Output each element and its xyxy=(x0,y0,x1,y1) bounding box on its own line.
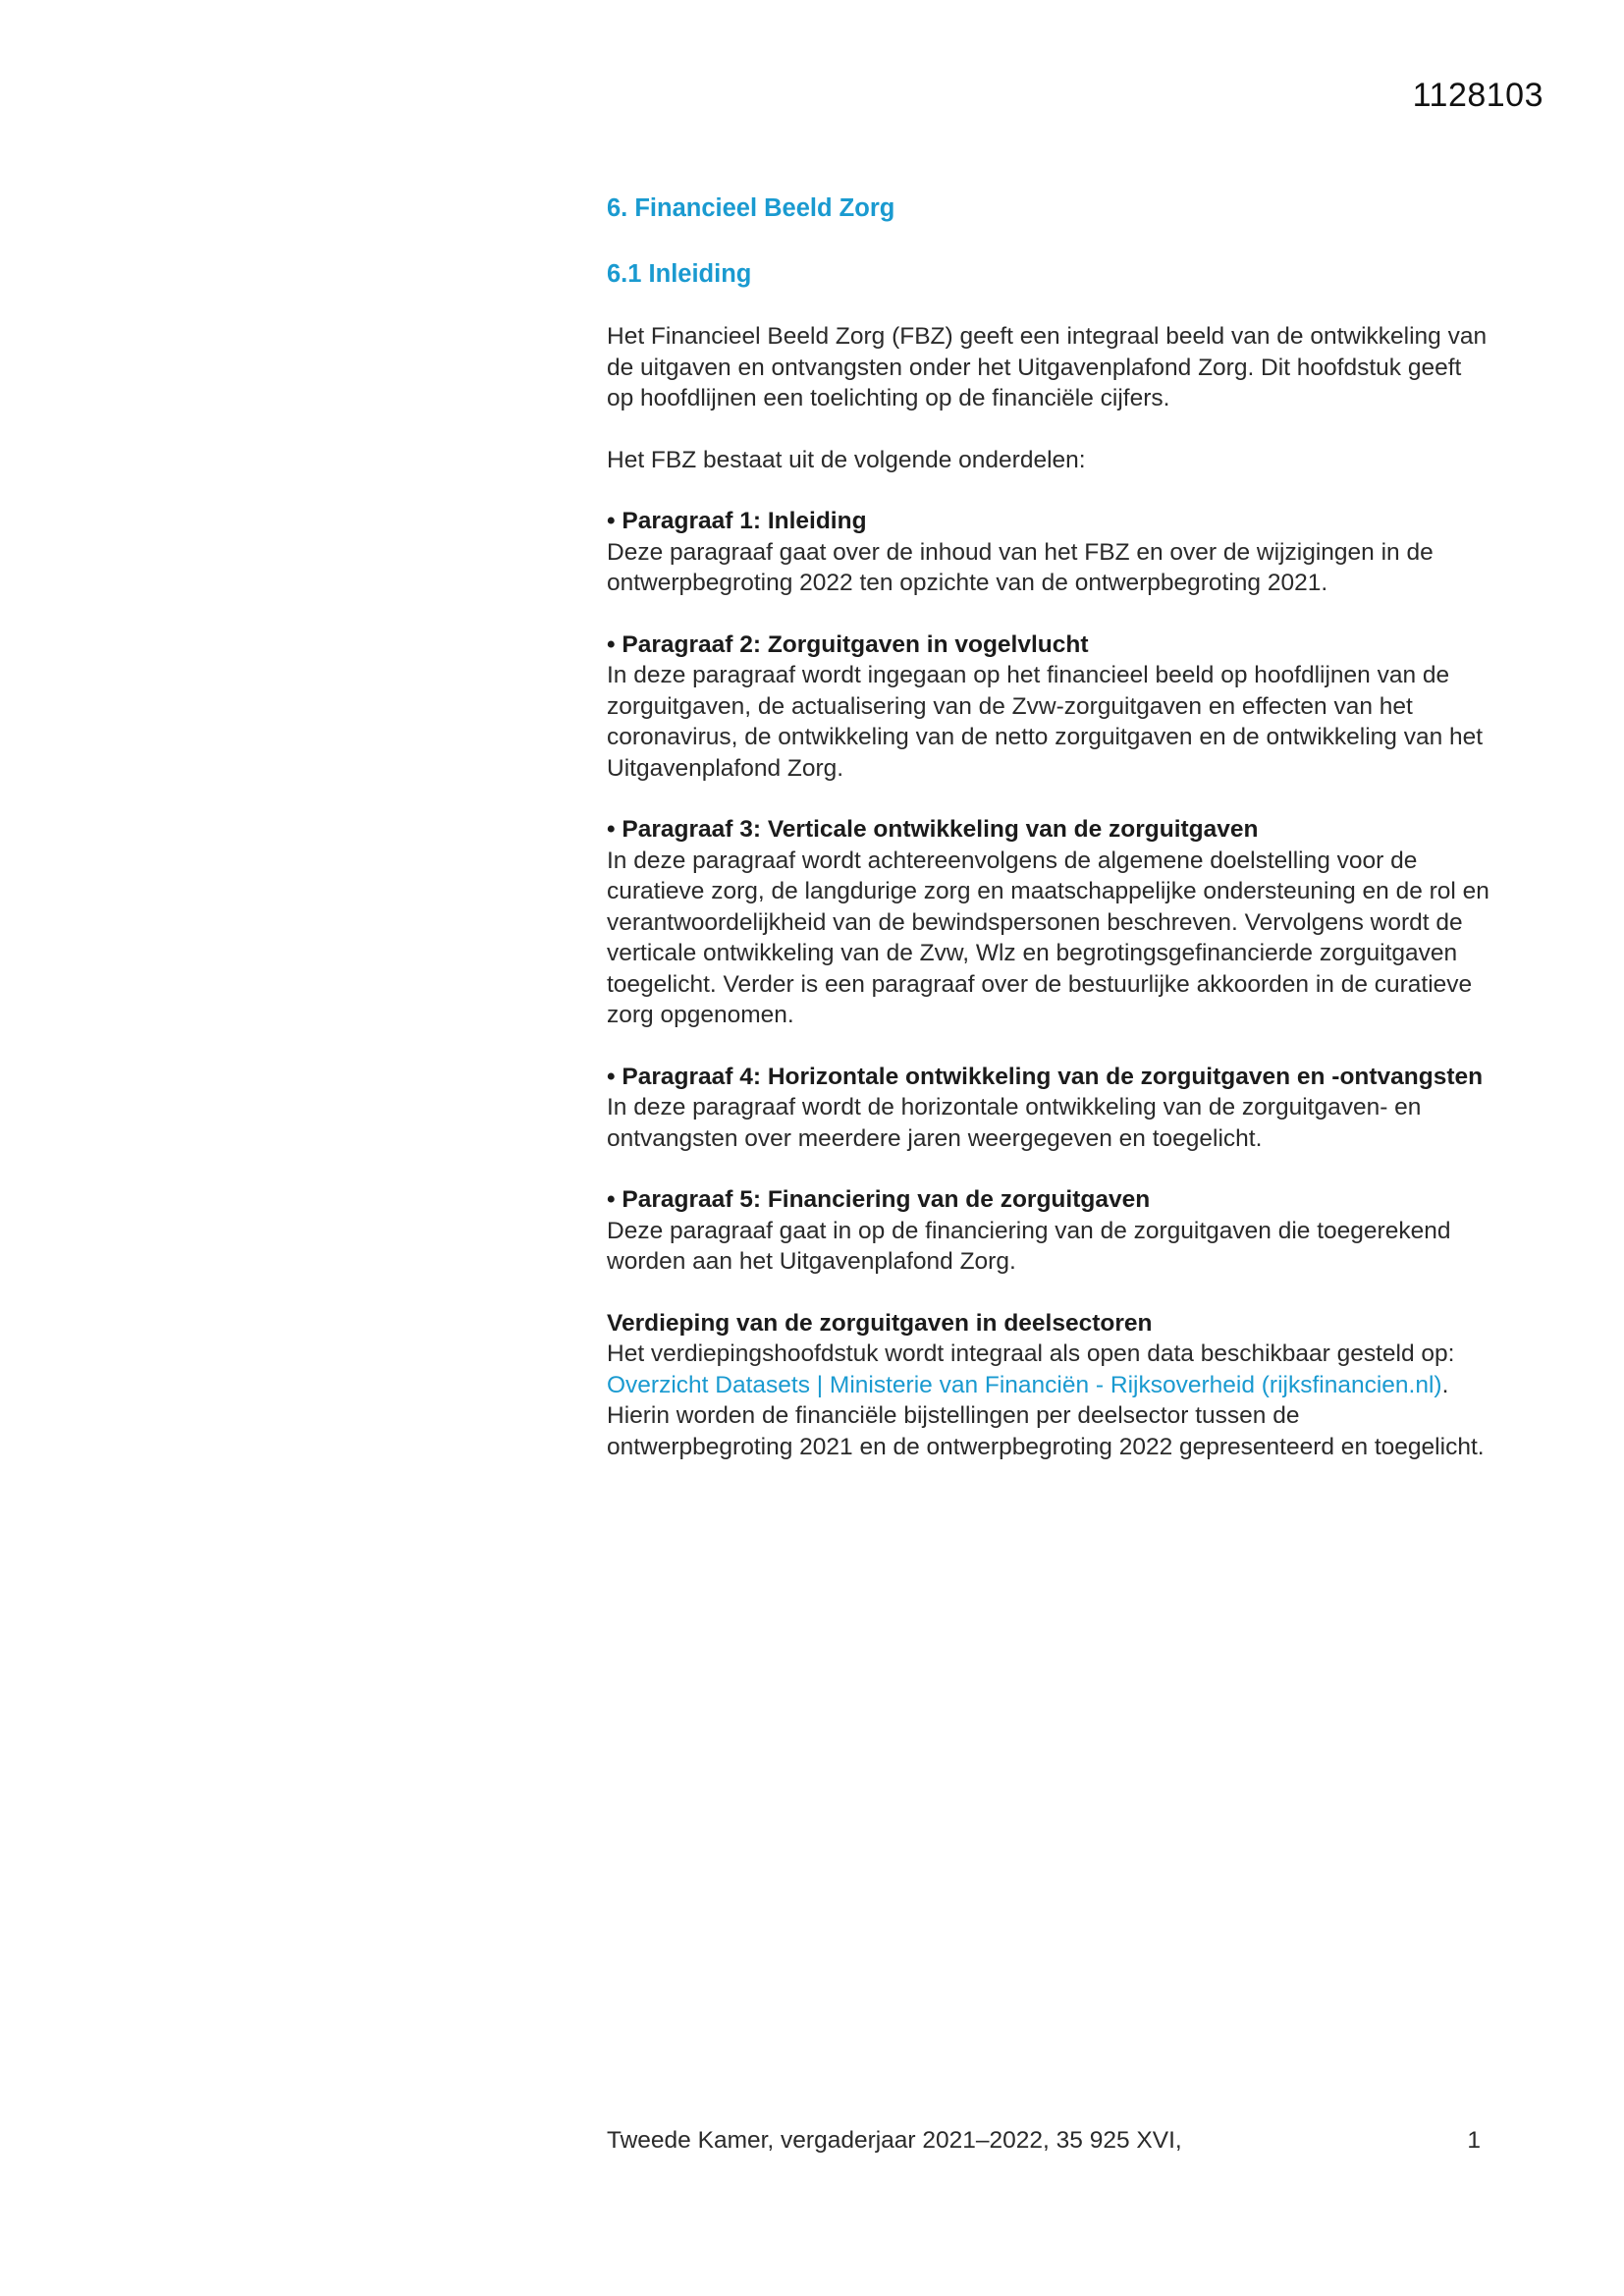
chapter-title: 6. Financieel Beeld Zorg xyxy=(607,194,895,222)
paragraph-4-block xyxy=(607,1062,1490,1155)
page-number: 1 xyxy=(1467,2127,1481,2154)
datasets-link[interactable]: Overzicht Datasets | Ministerie van Financiën - Rijksoverheid (rijksfinancien.nl) xyxy=(607,1371,1442,1398)
paragraph-4-title: • Paragraaf 4: Horizontale ontwikkeling van de zorguitgaven en -ontvangsten xyxy=(607,1063,1484,1090)
verdieping-block xyxy=(607,1308,1490,1463)
paragraph-2-text: In deze paragraaf wordt ingegaan op het financieel beeld op hoofdlijnen van de zorguitgaven, de actualisering van de Zvw-zorguitgaven en effecten van het coronavirus, de ontwikkeling van de netto zorguitgaven en de ontwikkeling van het Uitgavenplafond Zorg. xyxy=(607,662,1484,782)
section-title: 6.1 Inleiding xyxy=(607,260,752,288)
verdieping-text-before-link: Het verdiepingshoofdstuk wordt integraal als open data beschikbaar gesteld op: xyxy=(607,1340,1455,1367)
paragraph-1-title: • Paragraaf 1: Inleiding xyxy=(607,508,867,534)
document-body xyxy=(607,192,1490,1493)
paragraph-3-title: • Paragraaf 3: Verticale ontwikkeling van de zorguitgaven xyxy=(607,816,1259,843)
paragraph-4-text: In deze paragraaf wordt de horizontale ontwikkeling van de zorguitgaven- en ontvangsten over meerdere jaren weergegeven en toegelicht. xyxy=(607,1094,1422,1152)
parts-intro: Het FBZ bestaat uit de volgende onderdelen: xyxy=(607,446,1086,473)
paragraph-5-title: • Paragraaf 5: Financiering van de zorguitgaven xyxy=(607,1186,1151,1213)
paragraph-2-title: • Paragraaf 2: Zorguitgaven in vogelvlucht xyxy=(607,630,1089,658)
paragraph-3-block xyxy=(607,814,1490,1031)
paragraph-5-text: Deze paragraaf gaat in op de financiering van de zorguitgaven die toegerekend worden aan het Uitgavenplafond Zorg. xyxy=(607,1217,1451,1275)
intro-paragraph: Het Financieel Beeld Zorg (FBZ) geeft een integraal beeld van de ontwikkeling van de uitgaven en ontvangsten onder het Uitgavenplafond Zorg. Dit hoofdstuk geeft op hoofdlijnen een toelichting op de financiële cijfers. xyxy=(607,323,1488,411)
verdieping-title: Verdieping van de zorguitgaven in deelsectoren xyxy=(607,1309,1153,1337)
paragraph-5-block xyxy=(607,1184,1490,1278)
paragraph-2-block xyxy=(607,629,1490,785)
paragraph-1-block xyxy=(607,506,1490,599)
paragraph-3-text: In deze paragraaf wordt achtereenvolgens de algemene doelstelling voor de curatieve zorg, de langdurige zorg en maatschappelijke ondersteuning en de rol en verantwoordelijkheid van de bewindspersonen beschreven. Vervolgens wordt de verticale ontwikkeling van de Zvw, Wlz en begrotingsgefinancierde zorguitgaven toegelicht. Verder is een paragraaf over de bestuurlijke akkoorden in de curatieve zorg opgenomen. xyxy=(607,847,1489,1028)
verdieping-text xyxy=(607,1339,1490,1462)
paragraph-1-text: Deze paragraaf gaat over de inhoud van het FBZ en over de wijzigingen in de ontwerpbegroting 2022 ten opzichte van de ontwerpbegroting 2021. xyxy=(607,538,1434,596)
verdieping-text-after-link: . Hierin worden de financiële bijstellingen per deelsector tussen de ontwerpbegroting 2021 en de ontwerpbegroting 2022 gepresenteerd en toegelicht. xyxy=(607,1371,1485,1460)
footer-text: Tweede Kamer, vergaderjaar 2021–2022, 35 925 XVI, xyxy=(607,2127,1182,2154)
document-number: 1128103 xyxy=(1412,77,1543,114)
